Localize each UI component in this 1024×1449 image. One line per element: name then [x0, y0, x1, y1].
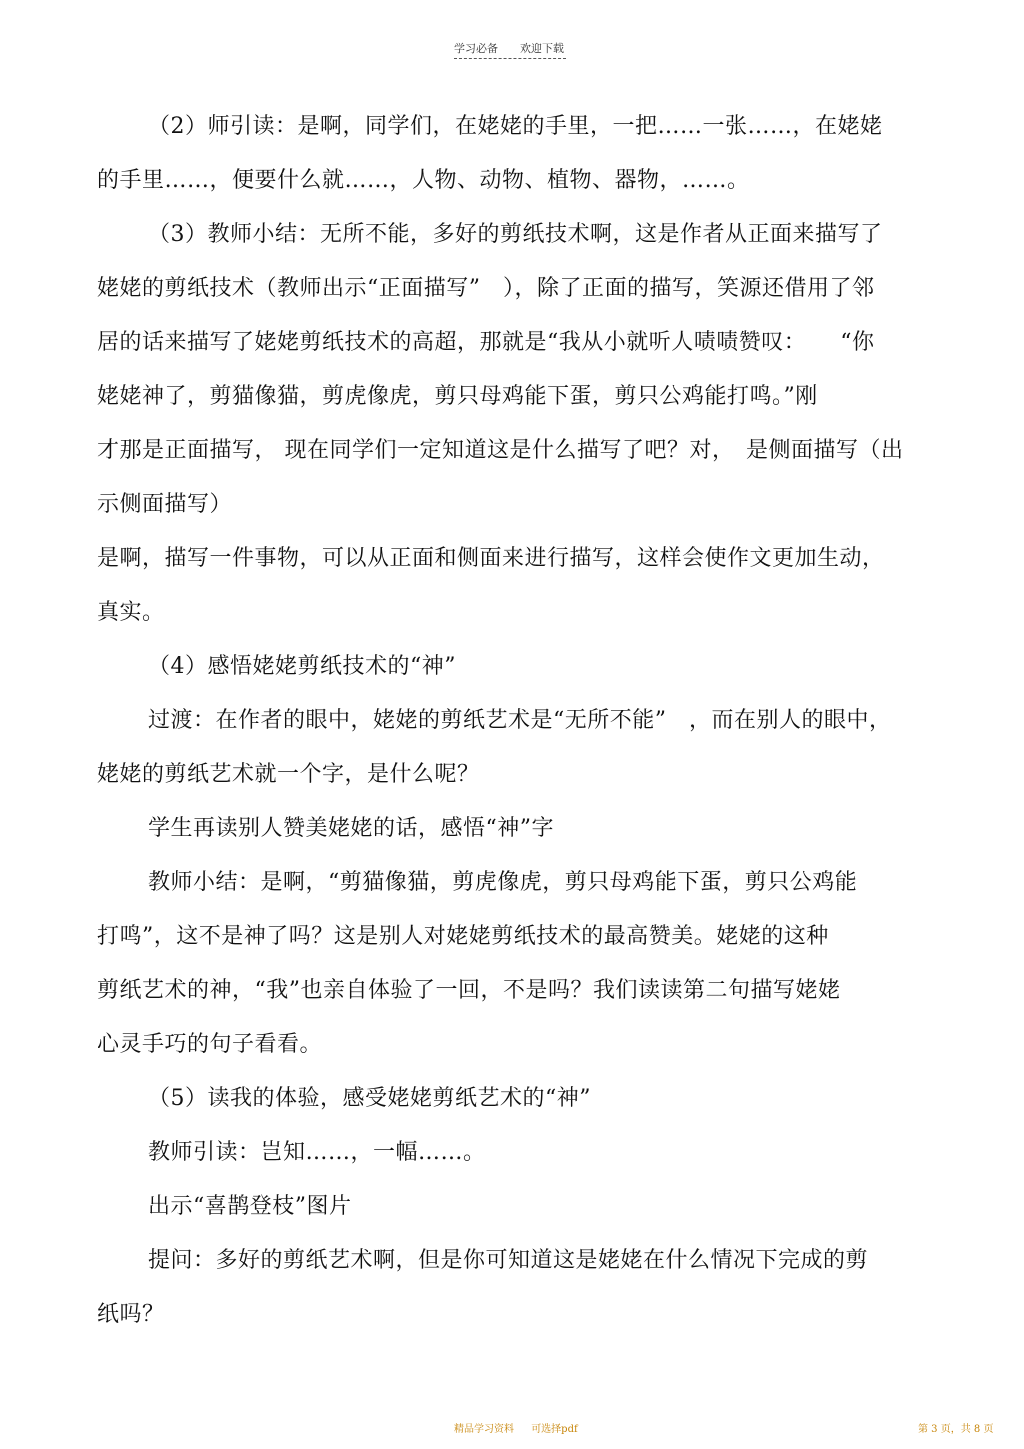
- header-rule: [454, 58, 566, 59]
- paragraph-line: 教师小结：是啊，“剪猫像猫，剪虎像虎，剪只母鸡能下蛋，剪只公鸡能: [148, 870, 858, 895]
- page-number: 第 3 页，共 8 页: [918, 1424, 994, 1435]
- paragraph-line: 出示“喜鹊登枝”图片: [148, 1194, 352, 1219]
- paragraph-line: 姥姥神了，剪猫像猫，剪虎像虎，剪只母鸡能下蛋，剪只公鸡能打鸣。”刚: [97, 384, 818, 409]
- paragraph-line: 姥姥的剪纸艺术就一个字，是什么呢？: [97, 762, 480, 787]
- paragraph-line: 学生再读别人赞美姥姥的话，感悟“神”字: [148, 816, 554, 841]
- paragraph-line: 教师引读：岂知……，一幅……。: [148, 1140, 486, 1165]
- paragraph-line: 真实。: [97, 600, 165, 625]
- header-left-text: 学习必备: [454, 42, 498, 55]
- paragraph-line: 是啊，描写一件事物，可以从正面和侧面来进行描写，这样会使作文更加生动，: [97, 546, 885, 571]
- section-heading: （5）读我的体验，感受姥姥剪纸艺术的“神”: [148, 1086, 591, 1111]
- paragraph-line: 提问：多好的剪纸艺术啊，但是你可知道这是姥姥在什么情况下完成的剪: [148, 1248, 869, 1273]
- paragraph-line: 纸吗？: [97, 1302, 165, 1327]
- paragraph-line: 才那是正面描写， 现在同学们一定知道这是什么描写了吧？对， 是侧面描写（出: [97, 438, 904, 463]
- paragraph-line: （2）师引读：是啊，同学们，在姥姥的手里，一把……一张……，在姥姥: [148, 114, 883, 139]
- header-right-text: 欢迎下载: [520, 42, 564, 55]
- footer-label: 精品学习资料: [454, 1424, 514, 1435]
- paragraph-line: 打鸣”，这不是神了吗？这是别人对姥姥剪纸技术的最高赞美。姥姥的这种: [97, 924, 829, 949]
- paragraph-line: 姥姥的剪纸技术（教师出示“正面描写” ），除了正面的描写，笑源还借用了邻: [97, 276, 875, 301]
- paragraph-line: 的手里……，便要什么就……，人物、动物、植物、器物，……。: [97, 168, 750, 193]
- paragraph-line: 居的话来描写了姥姥剪纸技术的高超，那就是“我从小就听人啧啧赞叹： “你: [97, 330, 875, 355]
- page-footer-left: [454, 1420, 592, 1435]
- paragraph-line: （3）教师小结：无所不能，多好的剪纸技术啊，这是作者从正面来描写了: [148, 222, 883, 247]
- paragraph-line: 剪纸艺术的神，“我”也亲自体验了一回，不是吗？我们读读第二句描写姥姥: [97, 978, 841, 1003]
- footer-label: 可选择pdf: [531, 1424, 578, 1435]
- paragraph-line: 过渡：在作者的眼中，姥姥的剪纸艺术是“无所不能” ，而在别人的眼中，: [148, 708, 892, 733]
- paragraph-line: 示侧面描写）: [97, 492, 233, 517]
- paragraph-line: 心灵手巧的句子看看。: [97, 1032, 323, 1057]
- section-heading: （4）感悟姥姥剪纸技术的“神”: [148, 654, 456, 679]
